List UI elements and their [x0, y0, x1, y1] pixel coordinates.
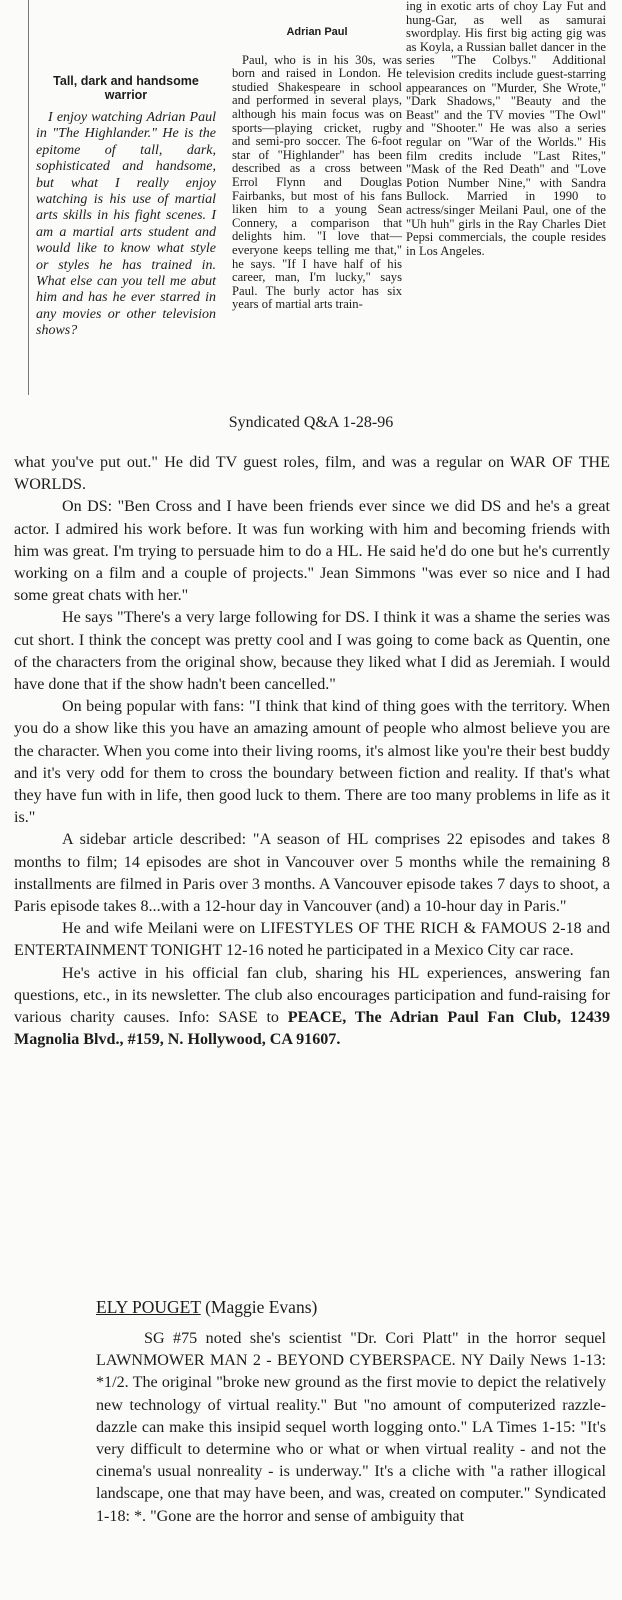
actor-name: ELY POUGET [96, 1297, 201, 1317]
clipping-edge [28, 0, 29, 395]
answer-column-1 [232, 26, 402, 312]
question-body: I enjoy watching Adrian Paul in "The Highlander." He is the epitome of tall, dark, sophisticated and handsome, but what I really enjoy watching is his use of martial arts skills in his fight scenes. I am a martial arts student and would like to know what style or styles he has trained in. What else can you tell me abut him and has he ever starred in any movies or other television shows? [36, 110, 216, 339]
paragraph: what you've put out." He did TV guest roles, film, and was a regular on WAR OF THE WORLDS. [14, 454, 610, 494]
byline: Adrian Paul [286, 26, 348, 38]
answer-text-2: ing in exotic arts of choy Lay Fut and hung-Gar, as well as samurai swordplay. His first big acting gig was as Koyla, a Russian ballet dancer in the series "The Colbys." Additional television credits include guest-starring appearances on "Murder, She Wrote," "Dark Shadows," "Beauty and the Beast" and the TV movies "The Owl" and "Shooter." He was also a series regular on "War of the Worlds." His film credits include "Last Rites," "Mask of the Red Death" and "Love Potion Number Nine," with Sandra Bullock. Married in 1990 to actress/singer Meilani Paul, one of the "Uh huh" girls in the Ray Charles Diet Pepsi commercials, the couple resides in Los Angeles. [406, 0, 606, 258]
answer-column-2 [406, 0, 606, 258]
ely-pouget-section [14, 1297, 610, 1528]
section-heading [96, 1297, 610, 1318]
reader-question [36, 74, 216, 340]
character-name: (Maggie Evans) [205, 1297, 318, 1317]
question-title: Tall, dark and handsome warrior [53, 74, 199, 102]
clipping-caption: Syndicated Q&A 1-28-96 [228, 414, 394, 431]
paragraph: A sidebar article described: "A season of HL comprises 22 episodes and takes 8 months to film; 14 episodes are shot in Vancouver over 5 months while the remaining 8 installments are filmed in Paris over 3 months. A Vancouver episode takes 7 days to shoot, a Paris episode takes 8...with a 12-hour day in Vancouver (and) a 10-hour day in Paris." [14, 831, 610, 916]
fan-club-address: PEACE, The Adrian Paul Fan Club, 12439 Magnolia Blvd., #159, N. Hollywood, CA 91607. [14, 1009, 610, 1049]
newspaper-clipping [0, 0, 622, 410]
paragraph: He says "There's a very large following for DS. I think it was a shame the series was cut short. I think the concept was pretty cool and I was going to come back as Quentin, one of the characters from the original show, because they liked what I did as Jeremiah. I would have done that if the show hadn't been cancelled." [14, 609, 610, 694]
paragraph: On DS: "Ben Cross and I have been friends ever since we did DS and he's a great actor. I admired his work before. It was fun working with him and becoming friends with him was great. I'm trying to persuade him to do a HL. He said he'd do one but he's currently working on a film and a couple of projects." Jean Simmons "was ever so nice and I had some great chats with her." [14, 498, 610, 605]
answer-text-1: Paul, who is in his 30s, was born and raised in London. He studied Shakespeare in school and performed in several plays, although his main focus was on sports—playing cricket, rugby and semi-pro soccer. The 6-foot star of "Highlander" has been described as a cross between Errol Flynn and Douglas Fairbanks, but most of his fans liken him to a young Sean Connery, a comparison that delights him. "I love that—everyone keeps telling me that," he says. "If I have half of his career, man, I'm lucky," says Paul. The burly actor has six years of martial arts train- [232, 52, 402, 312]
paragraph: He and wife Meilani were on LIFESTYLES OF THE RICH & FAMOUS 2-18 and ENTERTAINMENT TONIGHT 12-16 noted he participated in a Mexico City car race. [14, 920, 610, 960]
section-body: SG #75 noted she's scientist "Dr. Cori Platt" in the horror sequel LAWNMOWER MAN 2 - BEYOND CYBERSPACE. NY Daily News 1-13: *1/2. The original "broke new ground as the first movie to depict the relatively new technology of virtual reality." But "no amount of computerized razzle-dazzle can make this insipid sequel worth logging onto." LA Times 1-15: "It's very difficult to determine who or what or when virtual reality - and not the cinema's usual nonreality - is underway." It's a cliche with "a rather illogical landscape, one that may have been, and was, created on computer." Syndicated 1-18: *. "Gone are the horror and sense of ambiguity that [96, 1330, 606, 1525]
fan-club-text: He's active in his official fan club, sharing his HL experiences, answering fan questions, etc., in its newsletter. The club also encourages participation and fund-raising for various charity causes. Info: SASE to [14, 964, 610, 1027]
main-article [14, 452, 610, 1051]
paragraph [14, 963, 610, 1052]
paragraph: On being popular with fans: "I think that kind of thing goes with the territory. When you do a show like this you have an amazing amount of people who almost believe you are the character. When you come into their living rooms, it's almost like you're their best buddy and it's very odd for them to cross the boundary between fiction and reality. If that's what they have fun with in life, then good luck to them. There are too many problems in life as it is." [14, 698, 610, 827]
